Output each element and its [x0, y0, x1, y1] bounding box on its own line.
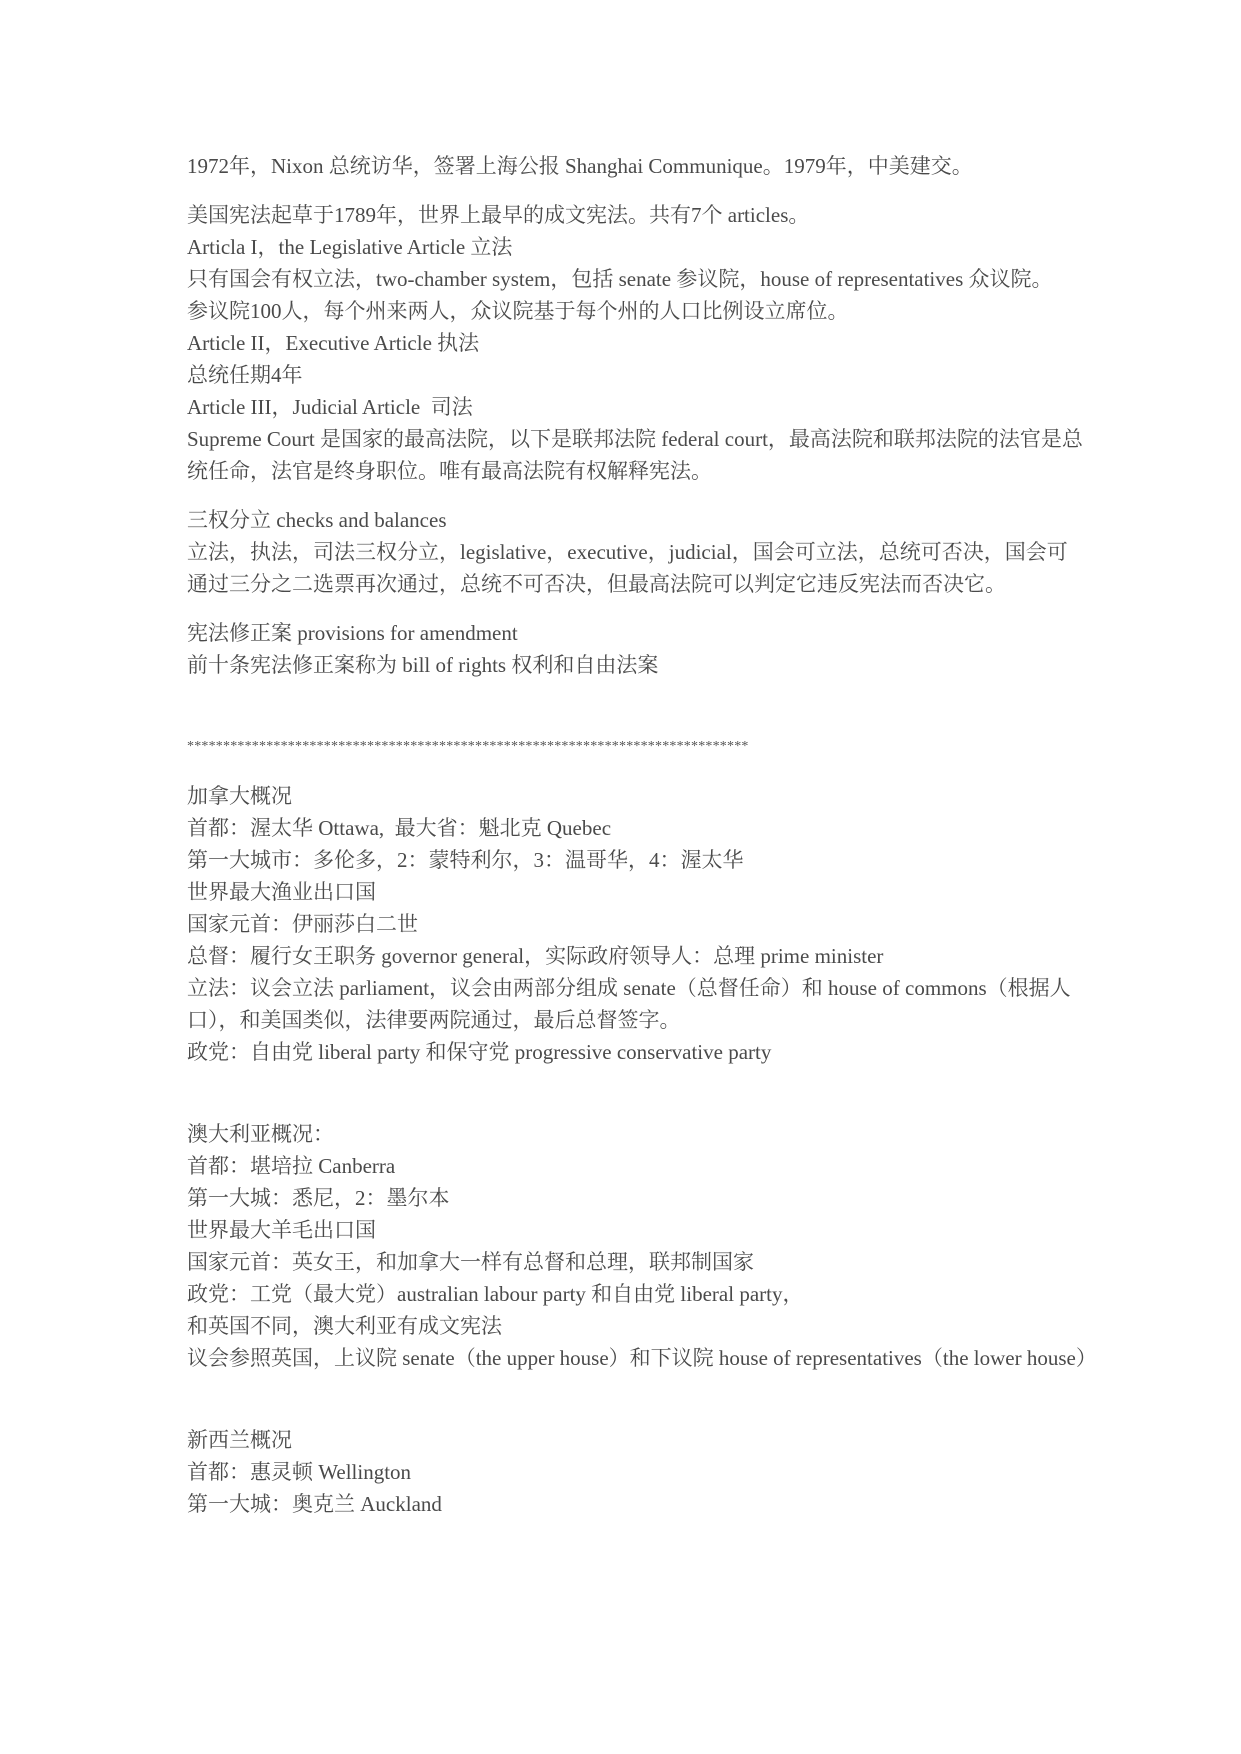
text-line: 政党：自由党 liberal party 和保守党 progressive conservative party	[187, 1040, 772, 1064]
text-line: 只有国会有权立法，two-chamber system，包括 senate 参议院，house of representatives 众议院。	[187, 267, 1053, 291]
text-line: 第一大城：悉尼，2：墨尔本	[187, 1186, 450, 1210]
text-line: Article III，Judicial Article 司法	[187, 395, 473, 419]
text-paragraph: 议会参照英国，上议院 senate（the upper house）和下议院 house of representatives（the lower house）	[187, 1346, 1097, 1370]
section-heading-canada: 加拿大概况	[187, 784, 292, 808]
text-line: 1972年，Nixon 总统访华，签署上海公报 Shanghai Communique。1979年，中美建交。	[187, 154, 973, 178]
text-line: 和英国不同，澳大利亚有成文宪法	[187, 1314, 502, 1338]
document-page	[187, 150, 1097, 1520]
text-line: 国家元首：伊丽莎白二世	[187, 912, 418, 936]
text-line: Articla I，the Legislative Article 立法	[187, 235, 513, 259]
text-paragraph: 立法，执法，司法三权分立，legislative，executive，judicial，国会可立法，总统可否决，国会可通过三分之二选票再次通过，总统不可否决，但最高法院可以判定它违反宪法而否决它。	[187, 540, 1068, 596]
text-line: 总督：履行女王职务 governor general，实际政府领导人：总理 prime minister	[187, 944, 884, 968]
text-line: 前十条宪法修正案称为 bill of rights 权利和自由法案	[187, 653, 659, 677]
text-line: 世界最大渔业出口国	[187, 880, 376, 904]
text-paragraph: Supreme Court 是国家的最高法院，以下是联邦法院 federal court，最高法院和联邦法院的法官是总统任命，法官是终身职位。唯有最高法院有权解释宪法。	[187, 427, 1083, 483]
section-heading-new-zealand: 新西兰概况	[187, 1428, 292, 1452]
text-line: 首都：惠灵顿 Wellington	[187, 1460, 412, 1484]
text-line: 首都：堪培拉 Canberra	[187, 1154, 396, 1178]
text-paragraph: 立法：议会立法 parliament，议会由两部分组成 senate（总督任命）和 house of commons（根据人口），和美国类似，法律要两院通过，最后总督签字。	[187, 976, 1071, 1032]
asterisk-divider: ******************************************************************************	[187, 739, 749, 754]
text-line: 第一大城：奥克兰 Auckland	[187, 1492, 442, 1516]
text-line: 三权分立 checks and balances	[187, 508, 447, 532]
text-line: 首都：渥太华 Ottawa, 最大省：魁北克 Quebec	[187, 816, 612, 840]
section-heading-australia: 澳大利亚概况：	[187, 1122, 334, 1146]
text-line: 国家元首：英女王，和加拿大一样有总督和总理，联邦制国家	[187, 1250, 754, 1274]
text-line: 第一大城市：多伦多，2：蒙特利尔，3：温哥华，4：渥太华	[187, 848, 744, 872]
text-line: 政党：工党（最大党）australian labour party 和自由党 liberal party，	[187, 1282, 804, 1306]
text-line: 参议院100人，每个州来两人，众议院基于每个州的人口比例设立席位。	[187, 299, 849, 323]
text-line: 总统任期4年	[187, 363, 303, 387]
text-line: Article II，Executive Article 执法	[187, 331, 480, 355]
text-line: 宪法修正案 provisions for amendment	[187, 621, 518, 645]
text-line: 世界最大羊毛出口国	[187, 1218, 376, 1242]
text-line: 美国宪法起草于1789年，世界上最早的成文宪法。共有7个 articles。	[187, 203, 810, 227]
